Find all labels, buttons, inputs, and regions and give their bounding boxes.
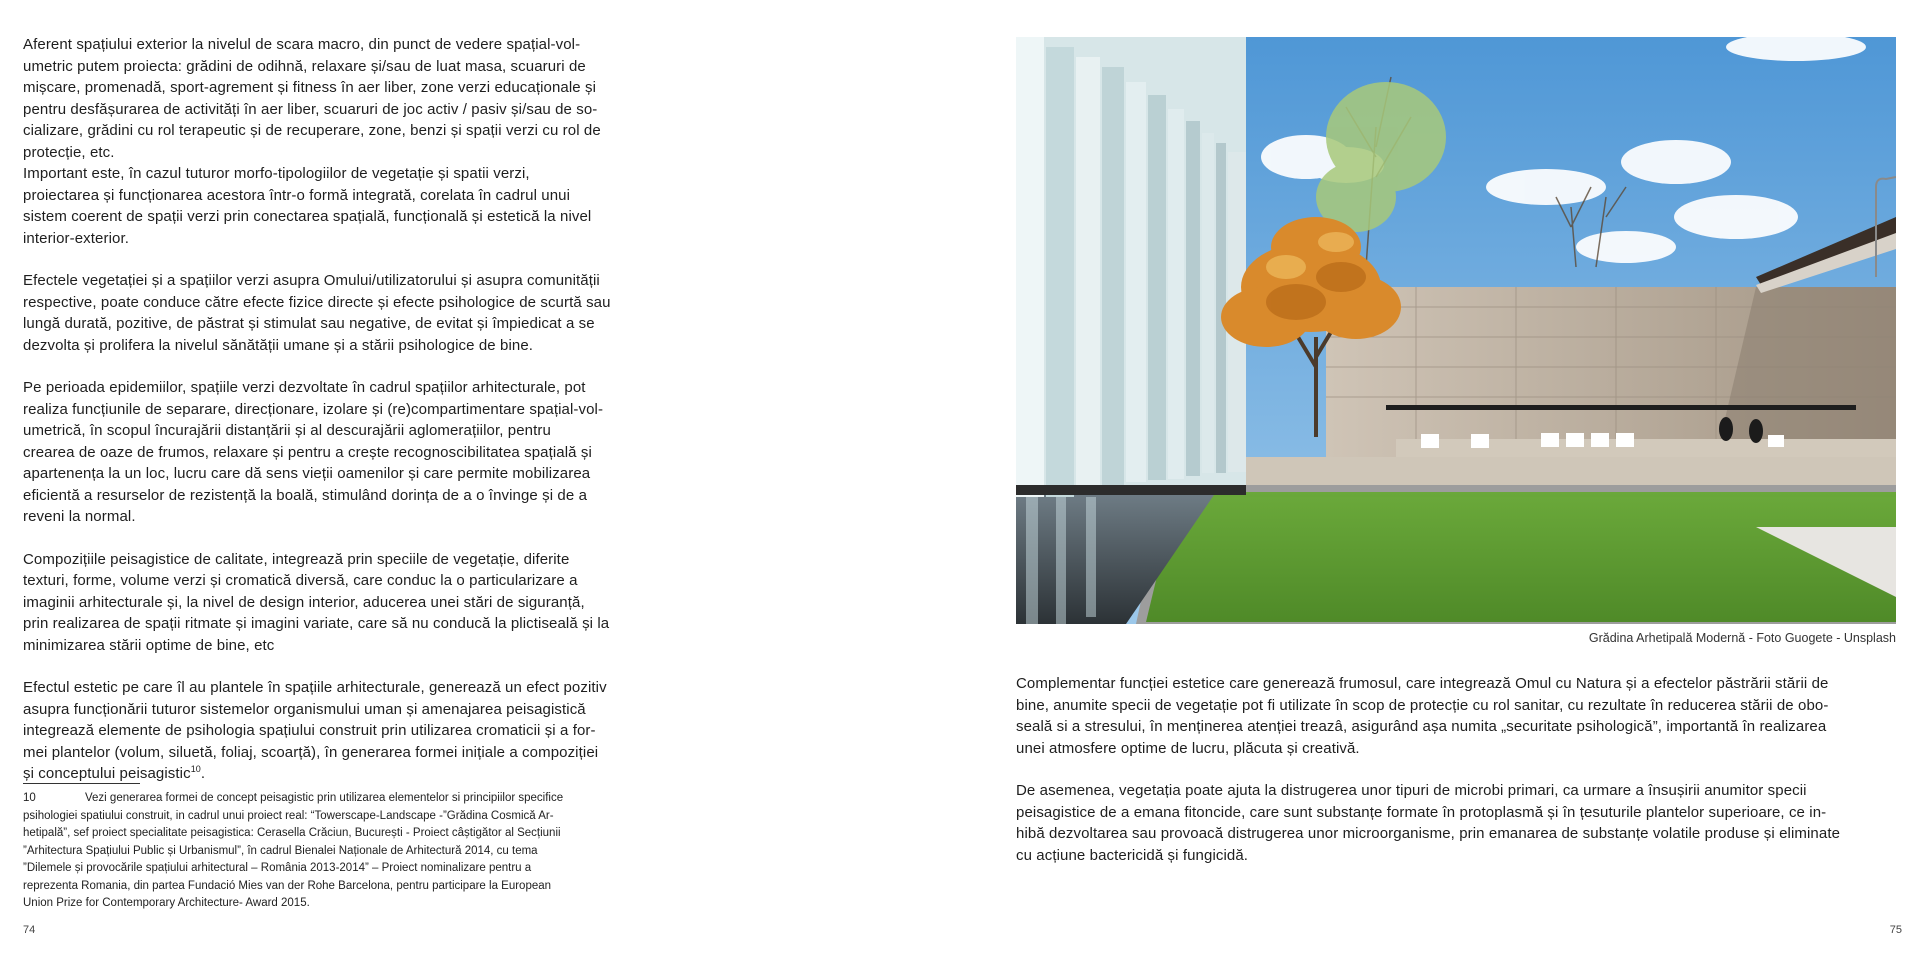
text-line: apartenența la un loc, lucru care dă sens vieții oamenilor și care permite mobilizarea (23, 465, 591, 482)
left-body-text (23, 34, 659, 806)
text-line: dezvolta și prolifera la nivelul sănătății umane și a stării psihologice de bine. (23, 336, 534, 354)
text-line: cu acțiune bactericidă și fungicidă. (1016, 846, 1249, 864)
paragraph-tail: . (200, 765, 206, 782)
text-line: interior-exterior. (23, 229, 130, 247)
text-line: sistem coerent de spații verzi prin conectarea spațială, funcțională și estetică la nivel (23, 208, 592, 225)
text-line: minimizarea stării optime de bine, etc (23, 636, 275, 654)
text-line: peisagistice de a emana fitoncide, care sunt substanțe formate în protoplasmă și în țesuturile plantelor superioare, ce in- (1016, 803, 1827, 821)
paragraph (23, 377, 659, 528)
paragraph (23, 549, 659, 657)
text-line: Complementar funcției estetice care generează frumosul, care integrează Omul cu Natura și a efectelor păstrării stării de (1016, 675, 1829, 692)
footnote-first-line (23, 790, 643, 808)
photo-caption: Grădina Arhetipală Modernă - Foto Guogete - Unsplash (1588, 631, 1896, 645)
text-line: reveni la normal. (23, 508, 136, 525)
text-line: seală si a stresului, în menținerea atenției treazâ, asigurând așa numita „securitate psihologică”, importantă în realizarea (1016, 718, 1827, 735)
text-line: prin realizarea de spații ritmate și imagini variate, care să nu conducă la plictiseală și la (23, 615, 610, 632)
text-line: mișcare, promenadă, sport-agrement și fitness în aer liber, zone verzi educaționale și (23, 79, 597, 96)
right-body-text (1016, 673, 1900, 887)
footnote-reference: 10 (190, 764, 201, 774)
paragraph (23, 270, 659, 356)
text-line: crearea de oaze de frumos, relaxare și pentru a crește recognoscibilitatea spațială și (23, 443, 592, 461)
footnote-line: hetipală”, sef proiect specialitate peisagistica: Cerasella Crăciun, București - Proiect câștigător al Secțiunii (23, 827, 561, 839)
text-line: unei atmosfere optime de lucru, plăcuta și creativă. (1016, 739, 1360, 757)
text-line: mei plantelor (volum, siluetă, foliaj, scoarță), în generarea formei inițiale a compoziției (23, 743, 599, 761)
text-line: Aferent spațiului exterior la nivelul de scara macro, din punct de vedere spațial-vol- (23, 36, 581, 53)
text-line: bine, anumite specii de vegetație pot fi utilizate în scop de protecție cu rol sanitar, cu rezultate în reducerea stării de obo- (1016, 696, 1829, 714)
text-line: Compozițiile peisagistice de calitate, integrează prin speciile de vegetație, diferite (23, 550, 570, 568)
page-number-left: 74 (23, 924, 36, 936)
text-line: realiza funcțiunile de separare, direcționare, izolare și (re)compartimentare spațial-vol- (23, 400, 604, 418)
text-line: texturi, forme, volume verzi și cromatică diversă, care conduc la o particularizare a (23, 572, 578, 589)
text-line: hibă dezvoltarea sau provoacă distrugerea unor microorganisme, prin emanarea de substanțe volatile produse și eliminate (1016, 825, 1841, 842)
page-number-right: 75 (1889, 924, 1902, 936)
paragraph (23, 34, 659, 249)
text-line: Efectele vegetației și a spațiilor verzi asupra Omului/utilizatorului și asupra comunității (23, 272, 600, 289)
text-line: și conceptului peisagistic (23, 765, 191, 782)
text-line: proiectarea și funcționarea acestora într-o formă integrată, corelata în cadrul unui (23, 186, 571, 204)
footnote-line: reprezenta Romania, din partea Fundació Mies van der Rohe Barcelona, pentru participare la European (23, 879, 552, 892)
text-line: Efectul estetic pe care îl au plantele în spațiile arhitecturale, generează un efect pozitiv (23, 679, 607, 696)
footnote-line: ”Arhitectura Spațiului Public și Urbanismul”, în cadrul Bienalei Naționale de Arhitectură 2014, cu tema (23, 844, 538, 857)
text-line: protecție, etc. (23, 143, 115, 161)
text-line: umetrică, în scopul încurajării distanțării și al descurajării aglomerațiilor, pentru (23, 422, 551, 439)
paragraph (23, 677, 659, 785)
footnote-line: psihologiei spatiului construit, in cadrul unui proiect real: “Towerscape-Landscape -”Grădina Cosmică Ar- (23, 809, 554, 822)
text-line: imaginii arhitecturale și, la nivel de design interior, aducerea unei stări de siguranță, (23, 593, 585, 611)
text-line: cializare, grădini cu rol terapeutic și de recuperare, zone, benzi și spații verzi cu rol de (23, 122, 601, 139)
text-line: Pe perioada epidemiilor, spațiile verzi dezvoltate în cadrul spațiilor arhitecturale, pot (23, 379, 586, 396)
text-line: asupra funcționării tuturor sistemelor organismului uman și amenajarea peisagistică (23, 700, 586, 718)
footnote (23, 790, 643, 913)
footnote-line: Union Prize for Contemporary Architecture- Award 2015. (23, 897, 310, 909)
footnote-line: ”Dilemele și provocările spațiului arhitectural – România 2013-2014” – Proiect nominalizare pentru a (23, 862, 532, 874)
garden-photo-illustration (1016, 37, 1896, 624)
text-line: lungă durată, pozitive, de păstrat și stimulat sau negative, de evitat și împiedicat a se (23, 315, 595, 332)
right-page (960, 0, 1920, 960)
footnote-number: 10 (23, 792, 36, 804)
text-line: umetric putem proiecta: grădini de odihnă, relaxare și/sau de luat masa, scuaruri de (23, 57, 586, 75)
text-line: eficientă a resurselor de rezistență la boală, stimulând dorința de a o învinge și de a (23, 486, 588, 504)
footnote-separator (23, 783, 140, 784)
footnote-text: Vezi generarea formei de concept peisagistic prin utilizarea elementelor si principiilor specifice (85, 792, 564, 804)
text-line: Important este, în cazul tuturor morfo-tipologiilor de vegetație și spatii verzi, (23, 165, 530, 182)
paragraph (1016, 673, 1900, 759)
paragraph (1016, 780, 1900, 866)
text-line: pentru desfășurarea de activități în aer liber, scuaruri de joc activ / pasiv și/sau de so- (23, 100, 598, 118)
text-line: respective, poate conduce către efecte fizice directe și efecte psihologice de scurtă sau (23, 293, 611, 311)
text-line: integrează elemente de psihologia spațiului construit prin utilizarea cromaticii și a for- (23, 722, 596, 739)
text-line: De asemenea, vegetația poate ajuta la distrugerea unor tipuri de microbi primari, ca urmare a însușirii anumitor specii (1016, 782, 1807, 799)
garden-photo (1016, 37, 1896, 624)
